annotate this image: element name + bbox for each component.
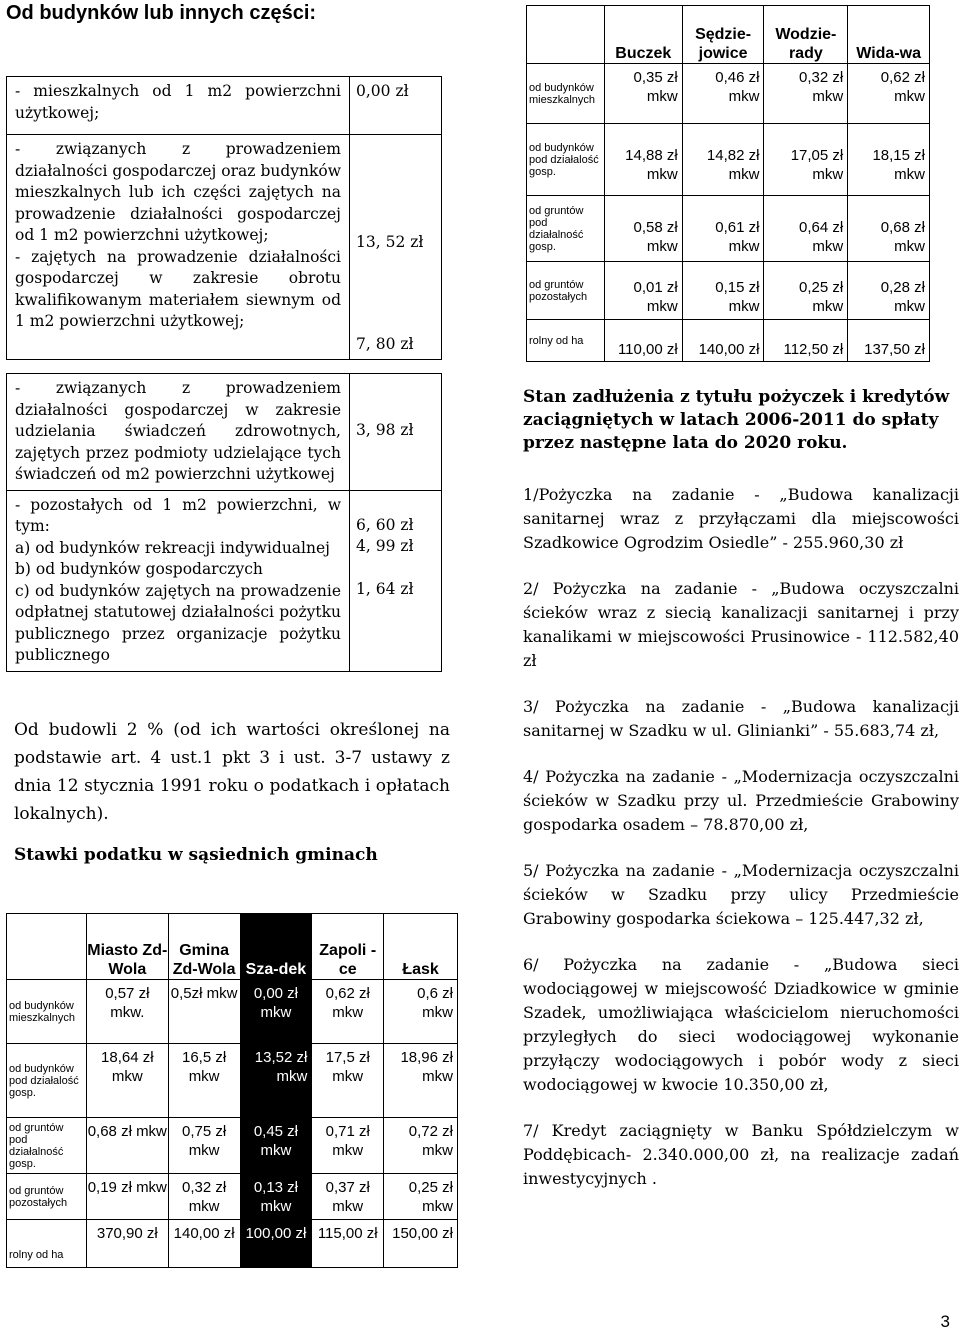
page-number: 3 [940, 1312, 950, 1331]
cell-value: 0,64 zł mkw [764, 196, 848, 262]
table-row [7, 1174, 458, 1220]
corner-cell [7, 914, 87, 980]
rate-value-utility: 4, 99 zł [356, 537, 414, 555]
rate-value-other-cell [350, 490, 442, 671]
rate-value-business-cell [350, 135, 442, 360]
table-row [527, 6, 930, 64]
cell-value: 110,00 zł [604, 320, 682, 362]
row-label: od budynków pod działalość gosp. [527, 124, 605, 196]
header-sedziejowice: Sędzie-jowice [682, 6, 764, 64]
cell-value: 18,96 zł mkw [384, 1044, 458, 1118]
header-zapolice: Zapoli -ce [312, 914, 384, 980]
debt-item-2: 2/ Pożyczka na zadanie - „Budowa oczyszczalni ścieków wraz z siecią kanalizacji sanitarnej i przy kanalikami w miejscowości Prusinowice - 112.582,40 zł [523, 579, 959, 670]
cell-value: 0,28 zł mkw [848, 262, 930, 320]
neighbour-table-upper [526, 5, 930, 362]
cell-value: 140,00 zł [682, 320, 764, 362]
cell-value: 0,68 zł mkw [848, 196, 930, 262]
debt-item-4: 4/ Pożyczka na zadanie - „Modernizacja oczyszczalni ścieków w Szadku przy ul. Przedmieście Grabowiny gospodarka osadem – 78.870,00 zł, [523, 767, 959, 834]
cell-value: 16,5 zł mkw [168, 1044, 240, 1118]
cell-value-highlight: 0,00 zł mkw [240, 980, 312, 1044]
cell-value: 0,25 zł mkw [764, 262, 848, 320]
cell-value-highlight: 13,52 zł mkw [240, 1044, 312, 1118]
rate-value-health-cell [350, 374, 442, 491]
table-row [7, 77, 442, 135]
rate-value-business: 13, 52 zł [356, 233, 424, 251]
header-buczek: Buczek [604, 6, 682, 64]
rate-desc-health: - związanych z prowadzeniem działalności gospodarczej w zakresie udzielania świadczeń zdrowotnych, zajętych przez podmioty udzielające tych świadczeń od m2 powierzchni użytkowej [7, 374, 350, 491]
debt-item-3: 3/ Pożyczka na zadanie - „Budowa kanalizacji sanitarnej w Szadku w ul. Glinianki” - 55.683,74 zł, [523, 697, 959, 740]
table-row [7, 1220, 458, 1268]
rate-desc-residential: - mieszkalnych od 1 m2 powierzchni użytkowej; [7, 77, 350, 135]
rate-value-recreation: 6, 60 zł [356, 515, 414, 534]
cell-value: 0,5zł mkw [168, 980, 240, 1044]
rate-desc-utility: b) od budynków gospodarczych [15, 560, 263, 578]
header-wodzierady: Wodzie-rady [764, 6, 848, 64]
cell-value: 112,50 zł [764, 320, 848, 362]
cell-value: 0,58 zł mkw [604, 196, 682, 262]
table-row [7, 490, 442, 671]
table-row [527, 320, 930, 362]
table-row [7, 374, 442, 491]
header-szadek: Sza-dek [240, 914, 312, 980]
rate-desc-other-cell [7, 490, 350, 671]
debt-item-1: 1/Pożyczka na zadanie - „Budowa kanalizacji sanitarnej wraz z przyłączami dla miejscowości Szadkowice Ogrodzim Osiedle” - 255.960,30 zł [523, 485, 959, 552]
rate-value-public-benefit: 1, 64 zł [356, 579, 414, 598]
row-label: od gruntów pozostałych [7, 1174, 87, 1220]
cell-value: 0,75 zł mkw [168, 1118, 240, 1174]
row-label: od budynków pod działalość gosp. [7, 1044, 87, 1118]
rate-desc-seed-trade: - zajętych na prowadzenie działalności gospodarczej w zakresie obrotu kwalifikowanym materiałem siewnym od 1 m2 powierzchni użytkowej; [15, 247, 341, 330]
table-row [527, 64, 930, 124]
debt-title: Stan zadłużenia z tytułu pożyczek i kredytów zaciągniętych w latach 2006-2011 do spłaty przez następne lata do 2020 roku. [523, 387, 950, 453]
debt-item-6: 6/ Pożyczka na zadanie - „Budowa sieci wodociągowej w miejscowość Dziadkowice w gminie Szadek, umożliwiająca właścicielom nieruchomości przyległych do sieci wodociągowej wykonanie przyłączy wodociągowych i pobór wody z sieci wodociągowej w kwocie 10.350,00 zł, [523, 955, 959, 1094]
debt-item-7: 7/ Kredyt zaciągnięty w Banku Spółdzielczym w Poddębicach- 2.340.000,00 zł, na realizacje zadań inwestycyjnych . [523, 1121, 959, 1188]
table-row [527, 124, 930, 196]
table-row [7, 135, 442, 360]
row-label: rolny od ha [7, 1220, 87, 1268]
neighbour-heading: Stawki podatku w sąsiednich gminach [14, 845, 378, 865]
cell-value: 0,62 zł mkw [848, 64, 930, 124]
cell-value: 0,25 zł mkw [384, 1174, 458, 1220]
rate-value-health: 3, 98 zł [356, 421, 414, 439]
corner-cell [527, 6, 605, 64]
cell-value: 0,57 zł mkw. [86, 980, 168, 1044]
cell-value: 370,90 zł [86, 1220, 168, 1268]
table-row [527, 262, 930, 320]
rate-desc-business: - związanych z prowadzeniem działalności gospodarczej oraz budynków mieszkalnych lub ich części zajętych na prowadzenie działalności gospodarczej od 1 m2 powierzchni użytkowej; [15, 140, 341, 244]
cell-value: 0,46 zł mkw [682, 64, 764, 124]
rate-value-seed-trade: 7, 80 zł [356, 334, 414, 353]
cell-value: 0,68 zł mkw [86, 1118, 168, 1174]
cell-value-highlight: 0,13 zł mkw [240, 1174, 312, 1220]
row-label: od budynków mieszkalnych [7, 980, 87, 1044]
debt-item-5: 5/ Pożyczka na zadanie - „Modernizacja oczyszczalni ścieków w Szadku przy ulicy Przedmieście Grabowiny gospodarka ściekowa – 125.447,32 zł, [523, 861, 959, 928]
cell-value: 0,15 zł mkw [682, 262, 764, 320]
header-lask: Łask [384, 914, 458, 980]
row-label: od gruntów pozostałych [527, 262, 605, 320]
cell-value: 0,71 zł mkw [312, 1118, 384, 1174]
cell-value: 150,00 zł [384, 1220, 458, 1268]
table-row [7, 914, 458, 980]
rate-desc-public-benefit: c) od budynków zajętych na prowadzenie odpłatnej statutowej działalności pożytku publicznego przez organizacje pożytku publicznego [15, 581, 341, 664]
cell-value: 0,62 zł mkw [312, 980, 384, 1044]
cell-value: 17,05 zł mkw [764, 124, 848, 196]
header-miasto-zd-wola: Miasto Zd-Wola [86, 914, 168, 980]
cell-value: 115,00 zł [312, 1220, 384, 1268]
cell-value: 0,61 zł mkw [682, 196, 764, 262]
budowle-paragraph: Od budowli 2 % (od ich wartości określonej na podstawie art. 4 ust.1 pkt 3 i ust. 3-7 ustawy z dnia 12 stycznia 1991 roku o podatkach i opłatach lokalnych). [14, 720, 450, 824]
cell-value-highlight: 100,00 zł [240, 1220, 312, 1268]
cell-value: 18,64 zł mkw [86, 1044, 168, 1118]
cell-value: 14,88 zł mkw [604, 124, 682, 196]
table-row [527, 196, 930, 262]
neighbour-table-lower [6, 913, 458, 1268]
cell-value: 0,37 zł mkw [312, 1174, 384, 1220]
cell-value: 137,50 zł [848, 320, 930, 362]
row-label: od gruntów pod działalność gosp. [527, 196, 605, 262]
cell-value: 0,6 zł mkw [384, 980, 458, 1044]
cell-value: 0,35 zł mkw [604, 64, 682, 124]
row-label: od gruntów pod działalność gosp. [7, 1118, 87, 1174]
cell-value: 14,82 zł mkw [682, 124, 764, 196]
table-row [7, 1044, 458, 1118]
cell-value: 0,32 zł mkw [168, 1174, 240, 1220]
row-label: rolny od ha [527, 320, 605, 362]
cell-value: 0,19 zł mkw [86, 1174, 168, 1220]
cell-value: 18,15 zł mkw [848, 124, 930, 196]
cell-value: 0,72 zł mkw [384, 1118, 458, 1174]
rate-value-residential: 0,00 zł [350, 77, 442, 135]
row-label: od budynków mieszkalnych [527, 64, 605, 124]
table-row [7, 360, 442, 374]
cell-value: 17,5 zł mkw [312, 1044, 384, 1118]
header-widawa: Wida-wa [848, 6, 930, 64]
cell-value: 0,32 zł mkw [764, 64, 848, 124]
building-rates-table [6, 76, 442, 672]
cell-value: 0,01 zł mkw [604, 262, 682, 320]
cell-value-highlight: 0,45 zł mkw [240, 1118, 312, 1174]
debt-section [523, 386, 959, 1191]
left-heading: Od budynków lub innych części: [6, 2, 317, 24]
rate-desc-other: - pozostałych od 1 m2 powierzchni, w tym: [15, 495, 341, 535]
header-gmina-zd-wola: Gmina Zd-Wola [168, 914, 240, 980]
cell-value: 140,00 zł [168, 1220, 240, 1268]
rate-desc-recreation: a) od budynków rekreacji indywidualnej [15, 538, 330, 557]
table-row [7, 1118, 458, 1174]
table-row [7, 980, 458, 1044]
rate-desc-business-cell [7, 135, 350, 360]
